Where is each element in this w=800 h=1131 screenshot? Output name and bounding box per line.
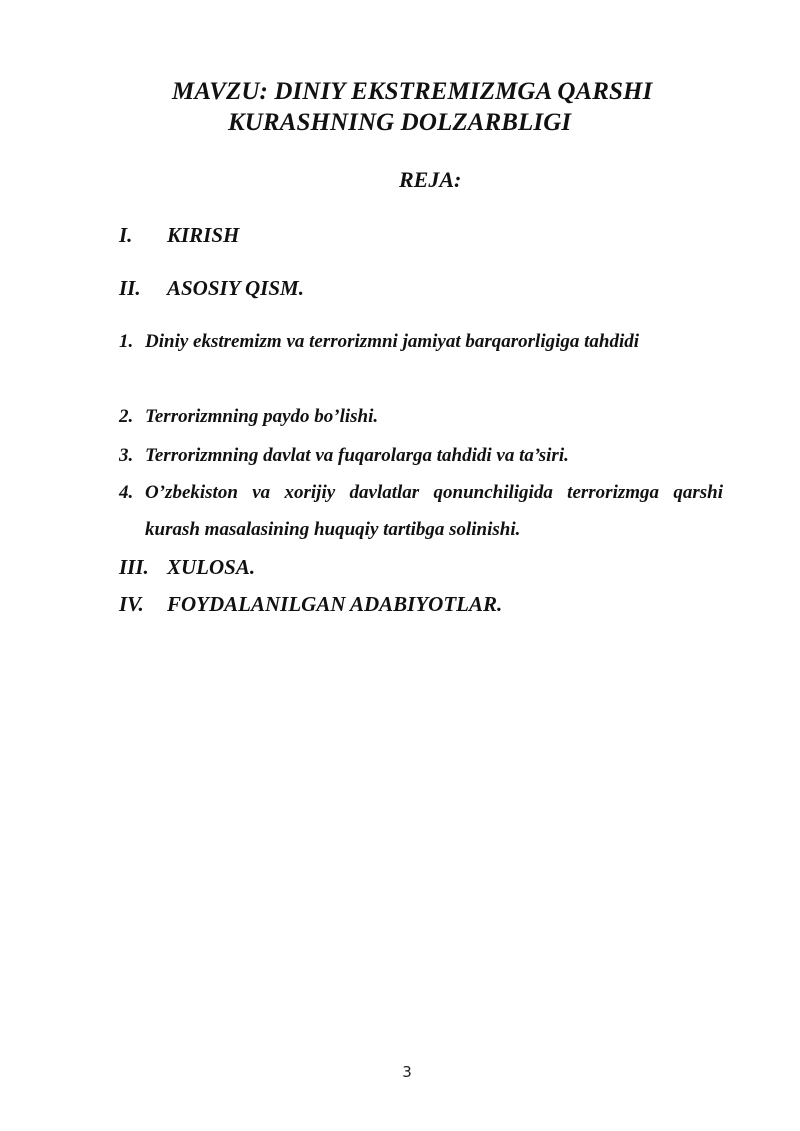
plan-item-4 (119, 474, 723, 548)
plan-item-1 (119, 323, 723, 360)
item-number: 1. (119, 331, 134, 352)
section-number: I. (119, 223, 133, 247)
item-text: Terrorizmning paydo bo’lishi. (145, 406, 379, 427)
section-label: ASOSIY QISM. (167, 276, 304, 300)
section-number: IV. (119, 592, 144, 616)
document-title-line-1: MAVZU: DINIY EKSTREMIZMGA QARSHI (172, 78, 653, 105)
section-label: KIRISH (167, 223, 240, 247)
section-number: III. (119, 555, 149, 579)
plan-item-2 (119, 398, 723, 435)
page-number: 3 (402, 1063, 412, 1081)
document-title-line-2: KURASHNING DOLZARBLIGI (228, 109, 572, 136)
item-number: 3. (119, 445, 134, 466)
item-text: O’zbekiston va xorijiy davlatlar qonunchiligida terrorizmga qarshi kurash masalasining huquqiy tartibga solinishi. (145, 482, 723, 540)
section-label: XULOSA. (167, 555, 256, 579)
item-text: Diniy ekstremizm va terrorizmni jamiyat barqarorligiga tahdidi (145, 331, 640, 352)
item-number: 4. (119, 482, 134, 503)
section-label: FOYDALANILGAN ADABIYOTLAR. (167, 592, 503, 616)
item-text: Terrorizmning davlat va fuqarolarga tahdidi va ta’siri. (145, 445, 569, 466)
plan-heading: REJA: (399, 167, 462, 192)
plan-item-3 (119, 437, 723, 474)
item-number: 2. (119, 406, 134, 427)
section-number: II. (119, 276, 141, 300)
